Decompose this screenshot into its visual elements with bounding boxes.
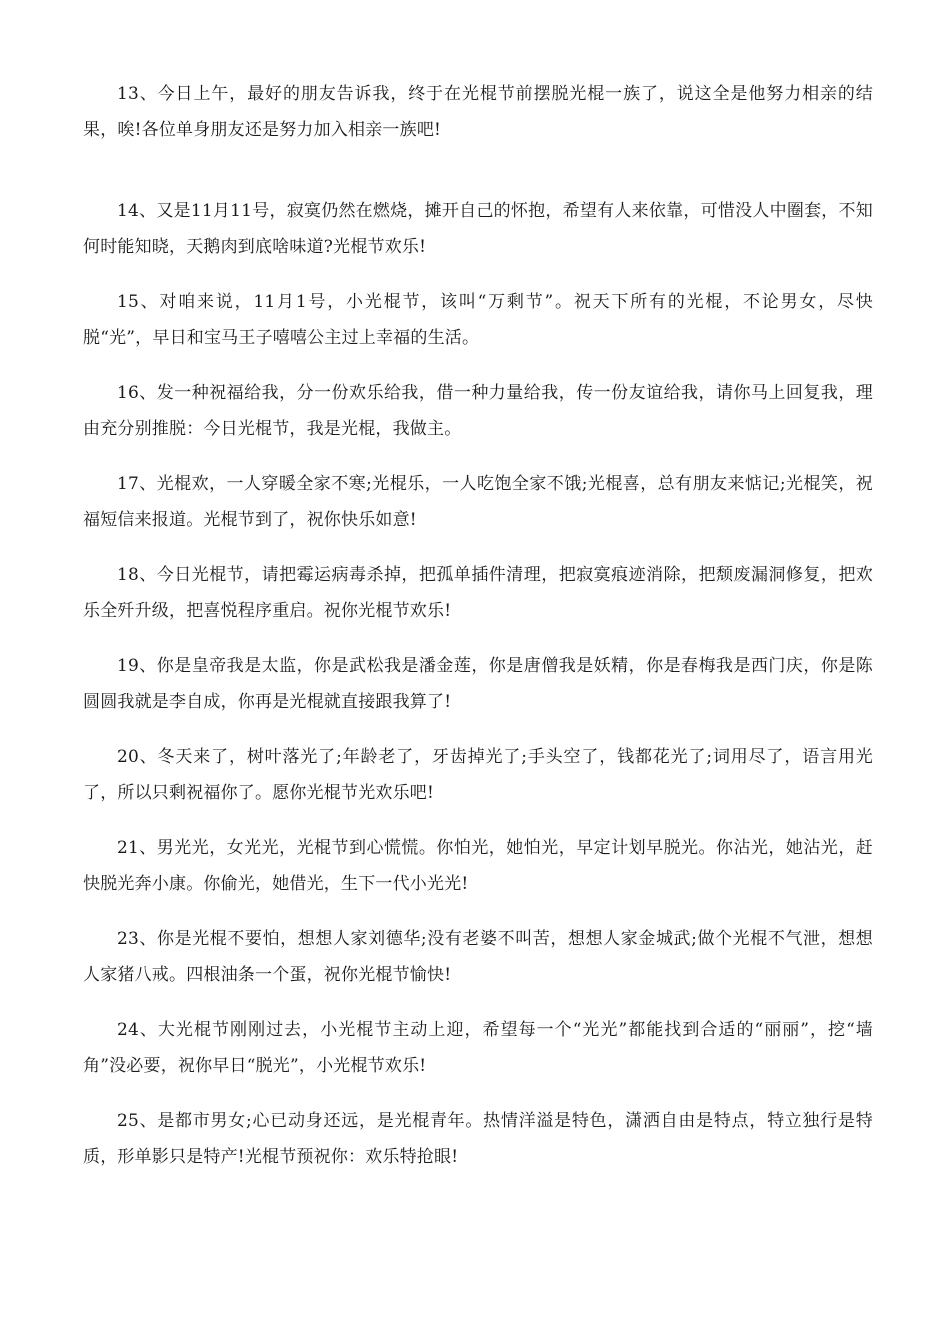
paragraph-14: 14、又是11月11号，寂寞仍然在燃烧，摊开自己的怀抱，希望有人来依靠，可惜没人中圈套，不知何时能知晓，天鹅肉到底啥味道?光棍节欢乐! (83, 201, 873, 257)
paragraph-15: 15、对咱来说，11月1号，小光棍节，该叫“万剩节”。祝天下所有的光棍，不论男女，尽快脱“光”，早日和宝马王子嘻嘻公主过上幸福的生活。 (83, 292, 873, 348)
paragraph-25: 25、是都市男女;心已动身还远，是光棍青年。热情洋溢是特色，潇洒自由是特点，特立独行是特质，形单影只是特产!光棍节预祝你：欢乐特抢眼! (83, 1111, 873, 1167)
paragraph-21: 21、男光光，女光光，光棍节到心慌慌。你怕光，她怕光，早定计划早脱光。你沾光，她沾光，赶快脱光奔小康。你偷光，她借光，生下一代小光光! (83, 838, 873, 894)
paragraph-24: 24、大光棍节刚刚过去，小光棍节主动上迎，希望每一个“光光”都能找到合适的“丽丽”，挖“墙角”没必要，祝你早日“脱光”，小光棍节欢乐! (83, 1020, 873, 1076)
paragraph-13: 13、今日上午，最好的朋友告诉我，终于在光棍节前摆脱光棍一族了，说这全是他努力相亲的结果，唉!各位单身朋友还是努力加入相亲一族吧! (83, 84, 873, 140)
paragraph-23: 23、你是光棍不要怕，想想人家刘德华;没有老婆不叫苦，想想人家金城武;做个光棍不气泄，想想人家猪八戒。四根油条一个蛋，祝你光棍节愉快! (83, 929, 873, 985)
paragraph-20: 20、冬天来了，树叶落光了;年龄老了，牙齿掉光了;手头空了，钱都花光了;词用尽了，语言用光了，所以只剩祝福你了。愿你光棍节光欢乐吧! (83, 747, 873, 803)
paragraph-18: 18、今日光棍节，请把霉运病毒杀掉，把孤单插件清理，把寂寞痕迹消除，把颓废漏洞修复，把欢乐全歼升级，把喜悦程序重启。祝你光棍节欢乐! (83, 565, 873, 621)
paragraph-17: 17、光棍欢，一人穿暖全家不寒;光棍乐，一人吃饱全家不饿;光棍喜，总有朋友来惦记;光棍笑，祝福短信来报道。光棍节到了，祝你快乐如意! (83, 474, 873, 530)
paragraph-16: 16、发一种祝福给我，分一份欢乐给我，借一种力量给我，传一份友谊给我，请你马上回复我，理由充分别推脱：今日光棍节，我是光棍，我做主。 (83, 383, 873, 439)
paragraph-19: 19、你是皇帝我是太监，你是武松我是潘金莲，你是唐僧我是妖精，你是春梅我是西门庆，你是陈圆圆我就是李自成，你再是光棍就直接跟我算了! (83, 656, 873, 712)
